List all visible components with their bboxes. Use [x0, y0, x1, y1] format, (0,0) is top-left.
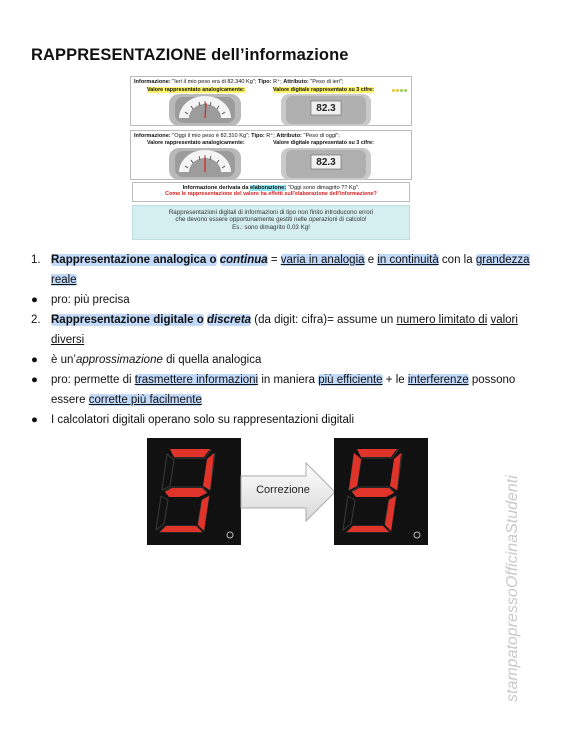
list-item: 1. Rappresentazione analogica o continua = varia in analogia e in continuità con la grandezza reale [31, 250, 531, 290]
digital-reading: 82.3 [316, 103, 336, 114]
list-number: 1. [31, 254, 41, 266]
seven-segment-display-after [334, 438, 428, 545]
bullet: ● [31, 374, 38, 386]
digital-reading: 82.3 [316, 157, 336, 168]
today-weight-panel [130, 130, 412, 180]
analog-value-label: Valore rappresentato analogicamente: [147, 140, 245, 146]
bullet: ● [31, 414, 38, 426]
list-item: 2. Rappresentazione digitale o discreta (da digit: cifra)= assume un numero limitato di valori diversi [31, 310, 531, 350]
bullet: ● [31, 294, 38, 306]
watermark: stampatopressoOfficinaStudenti [504, 475, 521, 702]
panel-info-line: Informazione: "Oggi il mio peso è 82.310 Kg"; Tipo: R⁺; Attributo: "Peso di oggi"; [134, 133, 340, 139]
correction-arrow [240, 462, 336, 522]
error-note-box: Rappresentazioni digitali di informazioni di tipo non finito introducono errori che devono essere opportunamente gestiti nelle operazioni di calcolo! Es.: sono dimagrito 0.03 Kg! [132, 205, 410, 240]
analog-value-label: Valore rappresentato analogicamente: [147, 87, 245, 93]
derived-question: Come le rappresentazione del valore ha effetti sull'elaborazione dell'informazione? [165, 191, 377, 197]
list-item: ● è un’approssimazione di quella analogica [31, 350, 531, 370]
digital-value-label: Valore digitale rappresentato su 3 cifre: [273, 87, 374, 93]
bullet: ● [31, 354, 38, 366]
list-item: ● pro: più precisa [31, 290, 531, 310]
content-list [31, 250, 531, 430]
weight-representation-figure [130, 76, 412, 242]
yesterday-weight-panel [130, 76, 412, 126]
decor-dots [391, 79, 407, 97]
digital-value-label: Valore digitale rappresentato su 3 cifre: [273, 140, 374, 146]
analog-scale-icon [169, 148, 241, 180]
seven-segment-display-before [147, 438, 241, 545]
panel-info-line: Informazione: "Ieri il mio peso era di 82.340 Kg"; Tipo: R⁺; Attributo: "Peso di ieri"; [134, 79, 344, 85]
correction-label: Correzione [256, 484, 310, 496]
list-item: ● pro: permette di trasmettere informazioni in maniera più efficiente + le interferenze possono essere corrette più facilmente [31, 370, 531, 410]
analog-scale-icon [169, 94, 241, 126]
list-number: 2. [31, 314, 41, 326]
page-title: RAPPRESENTAZIONE dell’informazione [31, 46, 349, 64]
derived-information-box: Informazione derivata da elaborazione: "Oggi sono dimagrito ?? Kg". Come le rappresentazione del valore ha effetti sull'elaborazione dell'informazione? [132, 182, 410, 202]
list-item: ● I calcolatori digitali operano solo su rappresentazioni digitali [31, 410, 531, 430]
